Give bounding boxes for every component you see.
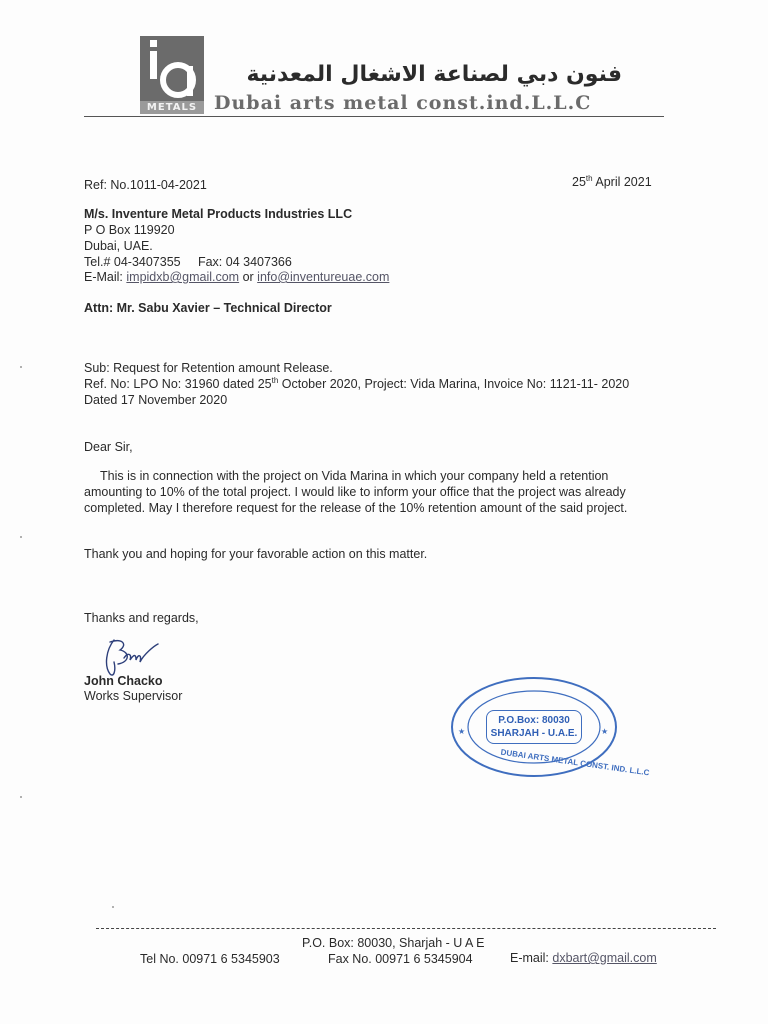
stamp-address-box: P.O.Box: 80030 SHARJAH - U.A.E. bbox=[486, 710, 582, 744]
signer-title: Works Supervisor bbox=[84, 689, 183, 703]
logo-mark-icon bbox=[140, 36, 204, 102]
salutation: Dear Sir, bbox=[84, 440, 133, 454]
body-paragraph-line-2: amounting to 10% of the total project. I would like to inform your office that the project was already bbox=[84, 485, 626, 499]
recipient-email-line: E-Mail: impidxb@gmail.com or info@inventureuae.com bbox=[84, 270, 390, 284]
footer-address: P.O. Box: 80030, Sharjah - U A E bbox=[302, 936, 485, 950]
letter-date: 25th April 2021 bbox=[572, 173, 652, 189]
body-paragraph-line-1: This is in connection with the project on Vida Marina in which your company held a retention bbox=[100, 469, 609, 483]
footer-phone: Tel No. 00971 6 5345903 bbox=[140, 952, 280, 966]
recipient-pobox: P O Box 119920 bbox=[84, 223, 175, 237]
subject-line: Sub: Request for Retention amount Release. bbox=[84, 361, 333, 375]
reference-number: Ref: No.1011-04-2021 bbox=[84, 178, 207, 192]
scan-speck bbox=[20, 536, 22, 538]
company-name-arabic: فنون دبي لصناعة الاشغال المعدنية bbox=[246, 62, 622, 87]
footer-email-line: E-mail: dxbart@gmail.com bbox=[510, 951, 657, 965]
closing-note: Thank you and hoping for your favorable action on this matter. bbox=[84, 547, 428, 561]
recipient-phone-fax: Tel.# 04-3407355 Fax: 04 3407366 bbox=[84, 255, 292, 269]
recipient-city: Dubai, UAE. bbox=[84, 239, 153, 253]
body-paragraph-line-3: completed. May I therefore request for the release of the 10% retention amount of the said project. bbox=[84, 501, 628, 515]
regards: Thanks and regards, bbox=[84, 611, 199, 625]
footer-fax: Fax No. 00971 6 5345904 bbox=[328, 952, 473, 966]
recipient-company: M/s. Inventure Metal Products Industries LLC bbox=[84, 207, 353, 221]
scan-speck bbox=[20, 366, 22, 368]
stamp-ring-text: DUBAI ARTS METAL CONST. IND. L.L.C bbox=[500, 747, 650, 778]
recipient-email-link-2[interactable]: info@inventureuae.com bbox=[257, 270, 390, 284]
footer-divider bbox=[96, 928, 716, 929]
svg-text:★: ★ bbox=[458, 727, 466, 736]
header-divider bbox=[84, 116, 664, 117]
company-logo bbox=[140, 36, 204, 102]
footer-email-link[interactable]: dxbart@gmail.com bbox=[552, 951, 657, 965]
svg-text:★: ★ bbox=[601, 727, 609, 736]
reference-line: Ref. No: LPO No: 31960 dated 25th October 2020, Project: Vida Marina, Invoice No: 1121-11- 2020 bbox=[84, 375, 630, 391]
attention-line: Attn: Mr. Sabu Xavier – Technical Director bbox=[84, 301, 332, 315]
reference-date-line: Dated 17 November 2020 bbox=[84, 393, 228, 407]
company-name-english: Dubai arts metal const.ind.L.L.C bbox=[214, 92, 592, 114]
scan-speck bbox=[20, 796, 22, 798]
scan-speck bbox=[112, 906, 114, 908]
logo-metals-label: METALS bbox=[140, 101, 204, 114]
signer-name: John Chacko bbox=[84, 674, 163, 688]
recipient-email-link-1[interactable]: impidxb@gmail.com bbox=[126, 270, 240, 284]
